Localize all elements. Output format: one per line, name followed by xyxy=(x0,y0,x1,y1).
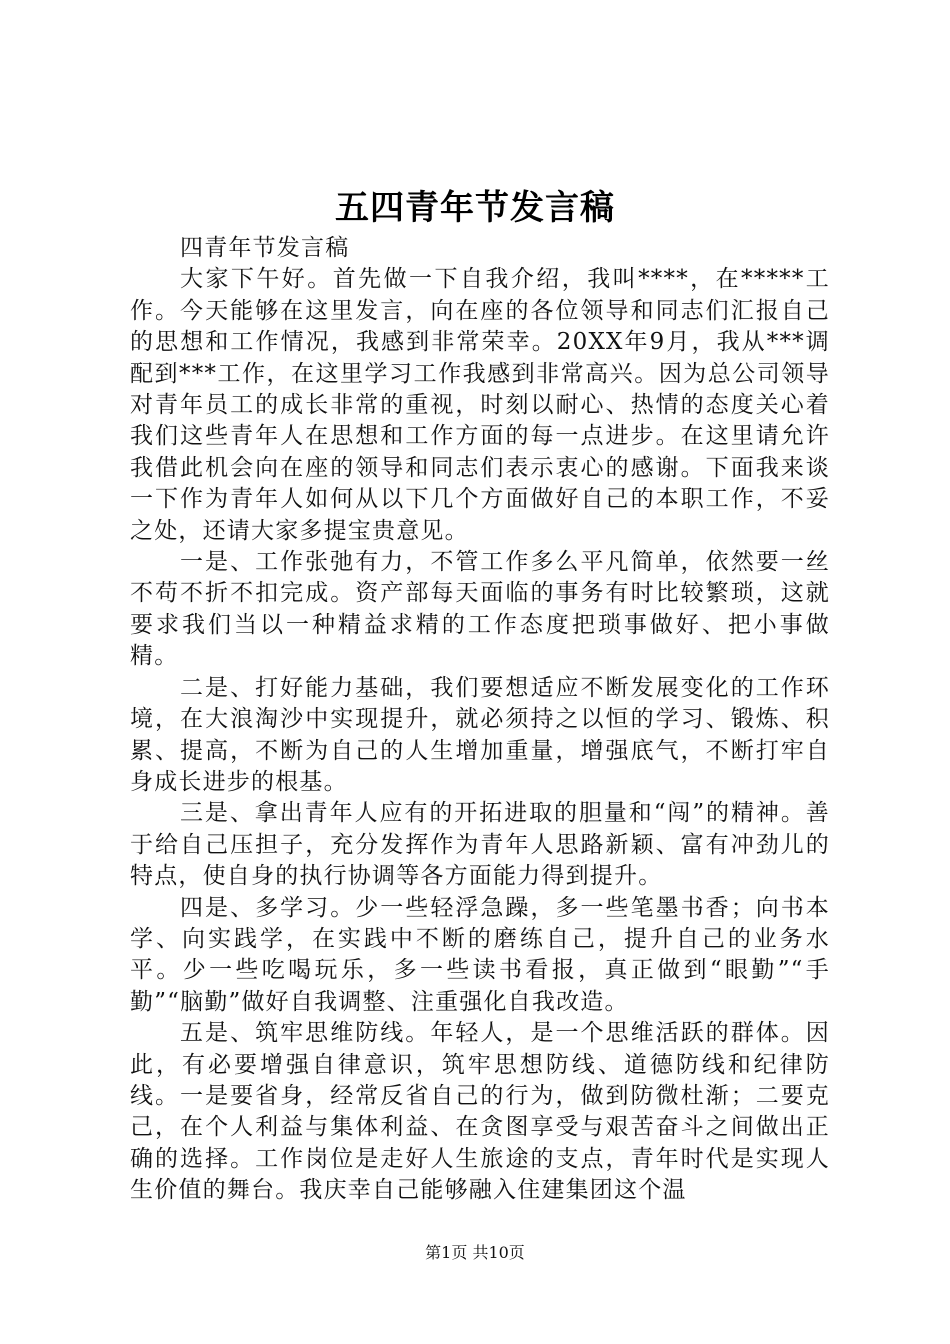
paragraph-point-three: 三是、拿出青年人应有的开拓进取的胆量和“闯”的精神。善于给自己压担子，充分发挥作为青年人思路新颖、富有冲劲儿的特点，使自身的执行协调等各方面能力得到提升。 xyxy=(130,800,830,890)
paragraph-point-one: 一是、工作张弛有力，不管工作多么平凡简单，依然要一丝不苟不折不扣完成。资产部每天面临的事务有时比较繁琐，这就要求我们当以一种精益求精的工作态度把琐事做好、把小事做精。 xyxy=(130,549,830,670)
paragraph-introduction: 大家下午好。首先做一下自我介绍，我叫****，在*****工作。今天能够在这里发言，向在座的各位领导和同志们汇报自己的思想和工作情况，我感到非常荣幸。20XX年9月，我从***调配到***工作，在这里学习工作我感到非常高兴。因为总公司领导对青年员工的成长非常的重视，时刻以耐心、热情的态度关心着我们这些青年人在思想和工作方面的每一点进步。在这里请允许我借此机会向在座的领导和同志们表示衷心的感谢。下面我来谈一下作为青年人如何从以下几个方面做好自己的本职工作，不妥之处，还请大家多提宝贵意见。 xyxy=(130,266,830,544)
paragraph-subtitle: 四青年节发言稿 xyxy=(180,235,350,261)
document-body xyxy=(130,233,830,1207)
paragraph-point-four: 四是、多学习。少一些轻浮急躁，多一些笔墨书香；向书本学、向实践学，在实践中不断的磨练自己，提升自己的业务水平。少一些吃喝玩乐，多一些读书看报，真正做到“眼勤”“手勤”“脑勤”做好自我调整、注重强化自我改造。 xyxy=(130,894,830,1015)
document-title: 五四青年节发言稿 xyxy=(335,188,615,228)
paragraph-point-five: 五是、筑牢思维防线。年轻人，是一个思维活跃的群体。因此，有必要增强自律意识，筑牢思想防线、道德防线和纪律防线。一是要省身，经常反省自己的行为，做到防微杜渐；二要克己，在个人利益与集体利益、在贪图享受与艰苦奋斗之间做出正确的选择。工作岗位是走好人生旅途的支点，青年时代是实现人生价值的舞台。我庆幸自己能够融入住建集团这个温 xyxy=(130,1020,830,1204)
page-number-footer: 第1页 共10页 xyxy=(425,1243,525,1262)
paragraph-point-two: 二是、打好能力基础，我们要想适应不断发展变化的工作环境，在大浪淘沙中实现提升，就必须持之以恒的学习、锻炼、积累、提高，不断为自己的人生增加重量，增强底气，不断打牢自身成长进步的根基。 xyxy=(130,674,830,795)
